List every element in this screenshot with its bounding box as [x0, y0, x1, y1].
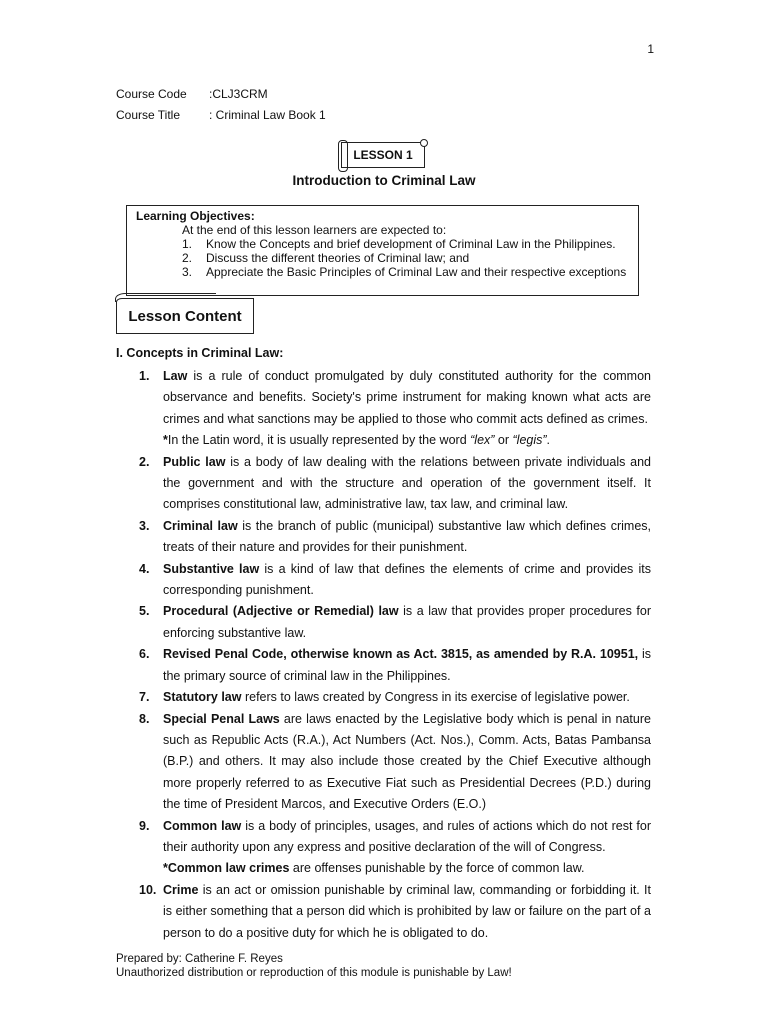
course-title-value: : Criminal Law Book 1	[209, 108, 326, 122]
item-note: *Common law crimes are offenses punishable by the force of common law.	[163, 861, 585, 876]
page-number: 1	[647, 42, 654, 56]
objective-item: 2. Discuss the different theories of Criminal law; and	[182, 251, 470, 265]
list-item: 2. Public law is a body of law dealing with the relations between private individuals and the government and with the structure and operation of the government itself. It comprises constitutional law, administrative law, tax law, and criminal law.	[139, 454, 651, 512]
list-item: 6. Revised Penal Code, otherwise known as Act. 3815, as amended by R.A. 10951, is the primary source of criminal law in the Philippines.	[139, 647, 652, 683]
course-code-value: :CLJ3CRM	[209, 87, 268, 101]
objectives-intro: At the end of this lesson learners are expected to:	[182, 223, 447, 237]
objective-item: 1. Know the Concepts and brief development of Criminal Law in the Philippines.	[182, 237, 616, 251]
section-heading: I. Concepts in Criminal Law:	[116, 346, 284, 360]
objective-item: 3. Appreciate the Basic Principles of Criminal Law and their respective exceptions	[182, 265, 627, 279]
item-note: *In the Latin word, it is usually represented by the word “lex” or “legis”.	[163, 433, 551, 448]
lesson-content-tag: Lesson Content	[116, 298, 254, 334]
objectives-heading: Learning Objectives:	[136, 209, 255, 223]
course-title-row	[116, 108, 326, 122]
course-code-label: Course Code	[116, 87, 187, 101]
page-footer	[116, 952, 512, 980]
list-item: 1. Law is a rule of conduct promulgated by duly constituted authority for the common observance and benefits. Society's prime instrument for making known what acts are crimes and what sanctions may be applied to those who commit acts defined as crimes. *In the Latin word, it is usually represented by the word “lex” or “legis”.	[116, 366, 651, 452]
list-item: 5. Procedural (Adjective or Remedial) law is a law that provides proper procedures for enforcing substantive law.	[139, 604, 651, 640]
concept-list	[116, 366, 651, 944]
list-item: 4. Substantive law is a kind of law that defines the elements of crime and provides its corresponding punishment.	[139, 561, 651, 598]
lesson-title: Introduction to Criminal Law	[292, 173, 476, 188]
list-item: 7. Statutory law refers to laws created by Congress in its exercise of legislative power.	[139, 690, 630, 705]
lesson-banner: LESSON 1	[341, 142, 425, 168]
learning-objectives-box	[126, 205, 639, 296]
list-item: 9. Common law is a body of principles, usages, and rules of actions which do not rest for their authority upon any express and positive declaration of the will of Congress. *Common law crimes are offenses punishable by the force of common law.	[116, 816, 651, 880]
distribution-warning: Unauthorized distribution or reproduction of this module is punishable by Law!	[116, 967, 512, 979]
list-item: 8. Special Penal Laws are laws enacted by the Legislative body which is penal in nature such as Republic Acts (R.A.), Act Numbers (Act. Nos.), Comm. Acts, Batas Pambansa (B.P.) and others. It may also include those created by the Chief Executive although more properly referred to as Executive Fiat such as Presidential Decrees (P.D.) during the time of President Marcos, and Executive Orders (E.O.)	[139, 711, 651, 812]
list-item: 3. Criminal law is the branch of public (municipal) substantive law which defines crimes, treats of their nature and provides for their punishment.	[139, 518, 651, 555]
list-item: 10. Crime is an act or omission punishable by criminal law, commanding or forbidding it. It is either something that a person did which is prohibited by law or failure on the part of a person to do a positive duty for which he is obligated to do.	[139, 882, 651, 940]
course-title-label: Course Title	[116, 108, 181, 122]
prepared-by: Prepared by: Catherine F. Reyes	[116, 953, 283, 965]
course-code-row	[116, 87, 268, 101]
